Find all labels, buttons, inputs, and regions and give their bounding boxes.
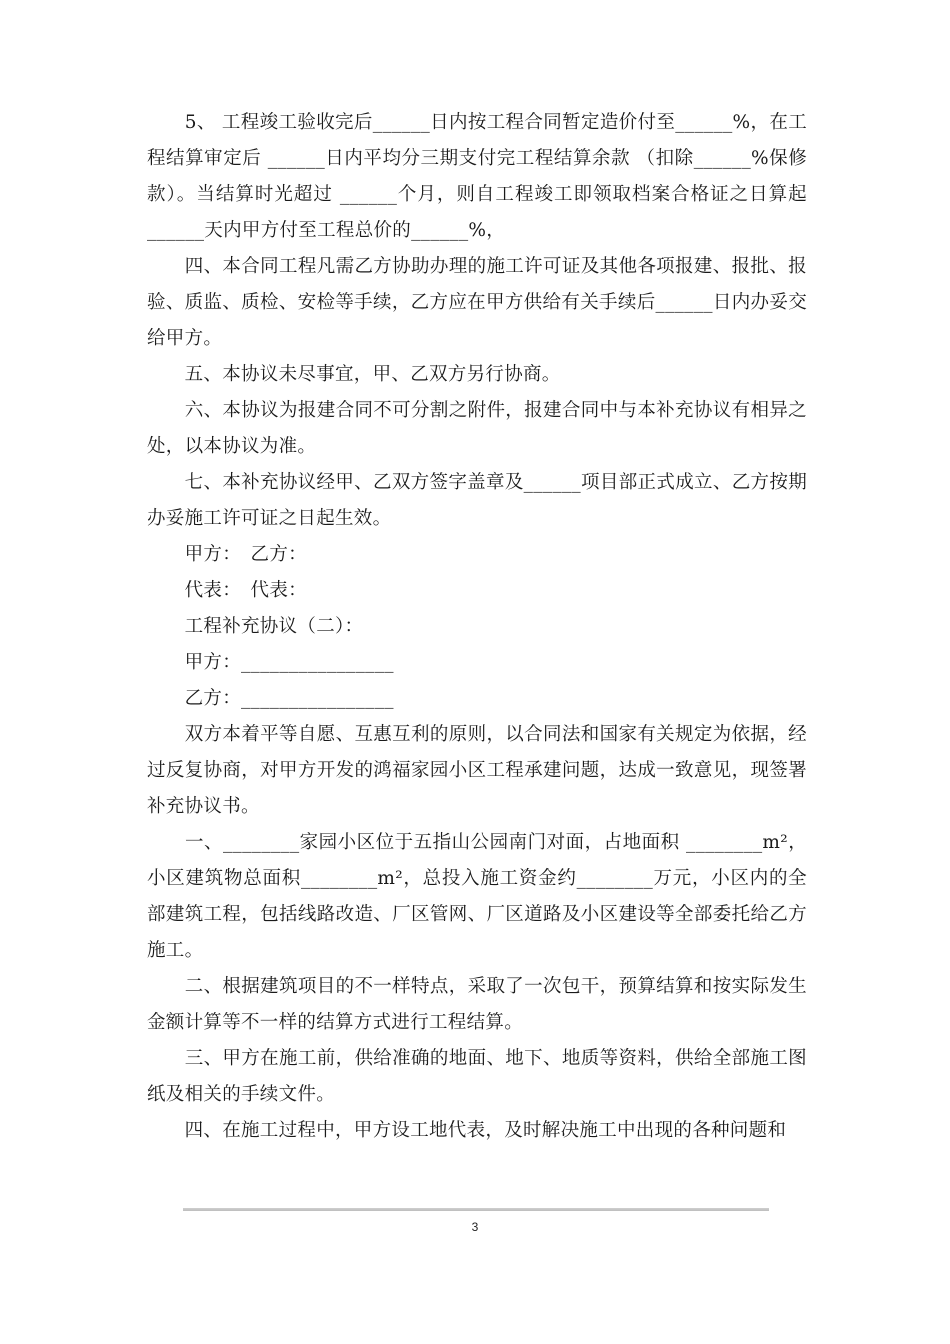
paragraph-three-materials: 三、甲方在施工前，供给准确的地面、地下、地质等资料，供给全部施工图纸及相关的手续文件。 xyxy=(147,1048,807,1105)
document-body xyxy=(147,105,807,1149)
paragraph-payment-terms: 5、 工程竣工验收完后______日内按工程合同暂定造价付至______%，在工程结算审定后 ______日内平均分三期支付完工程结算余款 （扣除______%保修款）。当结算时光超过 ______个月，则自工程竣工即领取档案合格证之日算起______天内甲方付至工程总价的______%， xyxy=(147,112,807,241)
paragraph-six: 六、本协议为报建合同不可分割之附件，报建合同中与本补充协议有相异之处，以本协议为准。 xyxy=(147,400,807,457)
signature-representatives: 代表： 代表： xyxy=(147,580,307,601)
party-a-line: 甲方：________________ xyxy=(147,652,394,673)
footer-divider xyxy=(183,1208,769,1211)
paragraph-seven: 七、本补充协议经甲、乙双方签字盖章及______项目部正式成立、乙方按期办妥施工许可证之日起生效。 xyxy=(147,472,807,529)
section-title-agreement-two: 工程补充协议（二）： xyxy=(147,616,364,637)
paragraph-one-project: 一、________家园小区位于五指山公园南门对面，占地面积 ________m²，小区建筑物总面积________m²，总投入施工资金约________万元，小区内的全部建筑工程，包括线路改造、厂区管网、厂区道路及小区建设等全部委托给乙方施工。 xyxy=(147,832,807,961)
page-number: 3 xyxy=(471,1220,479,1234)
paragraph-four-site-rep: 四、在施工过程中，甲方设工地代表，及时解决施工中出现的各种问题和 xyxy=(147,1120,787,1141)
paragraph-four-permits: 四、本合同工程凡需乙方协助办理的施工许可证及其他各项报建、报批、报验、质监、质检、安检等手续，乙方应在甲方供给有关手续后______日内办妥交给甲方。 xyxy=(147,256,807,349)
paragraph-five: 五、本协议未尽事宜，甲、乙双方另行协商。 xyxy=(147,364,561,385)
signature-parties: 甲方： 乙方： xyxy=(147,544,307,565)
party-b-line: 乙方：________________ xyxy=(147,688,394,709)
paragraph-preamble: 双方本着平等自愿、互惠互利的原则，以合同法和国家有关规定为依据，经过反复协商，对甲方开发的鸿福家园小区工程承建问题，达成一致意见，现签署补充协议书。 xyxy=(147,724,807,817)
paragraph-two-settlement: 二、根据建筑项目的不一样特点，采取了一次包干，预算结算和按实际发生金额计算等不一样的结算方式进行工程结算。 xyxy=(147,976,807,1033)
